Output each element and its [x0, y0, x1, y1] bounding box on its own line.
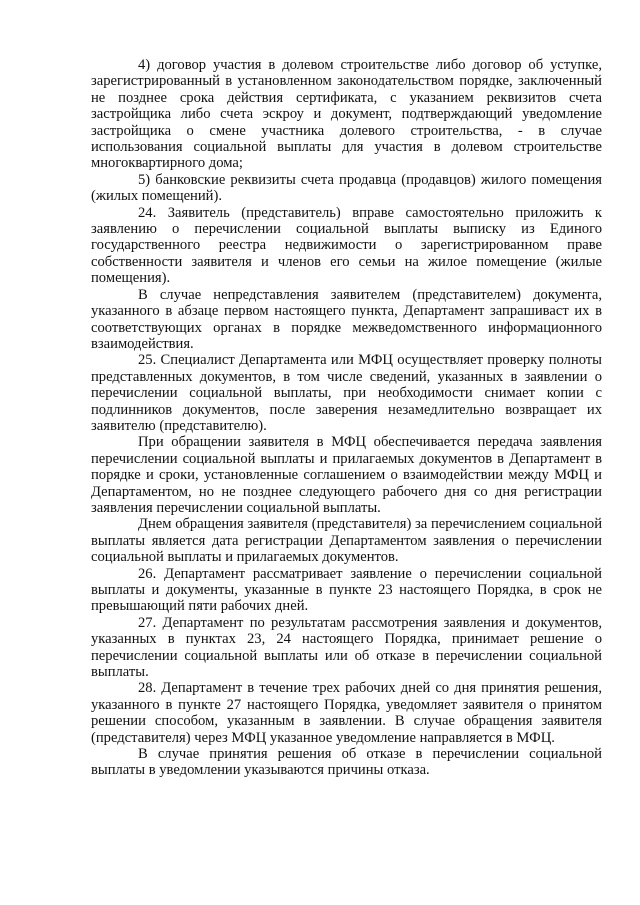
paragraph-clause-26: 26. Департамент рассматривает заявление о перечислении социальной выплаты и документы, указанные в пункте 23 настоящего Порядка, в срок не превышающий пяти рабочих дней. [91, 565, 602, 615]
paragraph-clause-25-mfc-transfer: При обращении заявителя в МФЦ обеспечивается передача заявления перечислении социальной выплаты и прилагаемых документов в Департамент в порядке и сроки, установленные соглашением о взаимодействии между МФЦ и Департаментом, но не позднее следующего рабочего дня со дня регистрации заявления перечислении социальной выплаты. [91, 434, 602, 516]
document-page [91, 57, 602, 779]
paragraph-clause-24-nonsubmission: В случае непредставления заявителем (представителем) документа, указанного в абзаце первом настоящего пункта, Департамент запрашиваст их в соответствующих органах в порядке межведомственного информационного взаимодействия. [91, 286, 602, 352]
paragraph-item-5-bank-details: 5) банковские реквизиты счета продавца (продавцов) жилого помещения (жилых помещений). [91, 171, 602, 205]
paragraph-item-4-contract: 4) договор участия в долевом строительстве либо договор об уступке, зарегистрированный в установленном законодательством порядке, заключенный не позднее срока действия сертификата, с указанием реквизитов счета застройщика либо счета эскроу и документ, подтверждающий уведомление застройщика о смене участника долевого строительства, - в случае использования социальной выплаты для участия в долевом строительстве многоквартирного дома; [91, 57, 602, 172]
paragraph-clause-25: 25. Специалист Департамента или МФЦ осуществляет проверку полноты представленных документов, в том числе сведений, указанных в заявлении о перечислении социальной выплаты, при необходимости снимает копии с подлинников документов, после заверения незамедлительно возвращает их заявителю (представителю). [91, 352, 602, 434]
paragraph-clause-28-refusal-reasons: В случае принятия решения об отказе в перечислении социальной выплаты в уведомлении указываются причины отказа. [91, 746, 602, 779]
paragraph-clause-28: 28. Департамент в течение трех рабочих дней со дня принятия решения, указанного в пункте 27 настоящего Порядка, уведомляет заявителя о принятом решении способом, указанным в заявлении. В случае обращения заявителя (представителя) через МФЦ указанное уведомление направляется в МФЦ. [91, 680, 602, 746]
paragraph-clause-25-application-date: Днем обращения заявителя (представителя) за перечислением социальной выплаты является дата регистрации Департаментом заявления о перечислении социальной выплаты и прилагаемых документов. [91, 516, 602, 566]
paragraph-clause-24: 24. Заявитель (представитель) вправе самостоятельно приложить к заявлению о перечислении социальной выплаты выписку из Единого государственного реестра недвижимости о зарегистрированном праве собственности заявителя и членов его семьи на жилое помещение (жилые помещения). [91, 204, 602, 287]
paragraph-clause-27: 27. Департамент по результатам рассмотрения заявления и документов, указанных в пунктах 23, 24 настоящего Порядка, принимает решение о перечислении социальной выплаты или об отказе в перечислении социальной выплаты. [91, 614, 602, 681]
